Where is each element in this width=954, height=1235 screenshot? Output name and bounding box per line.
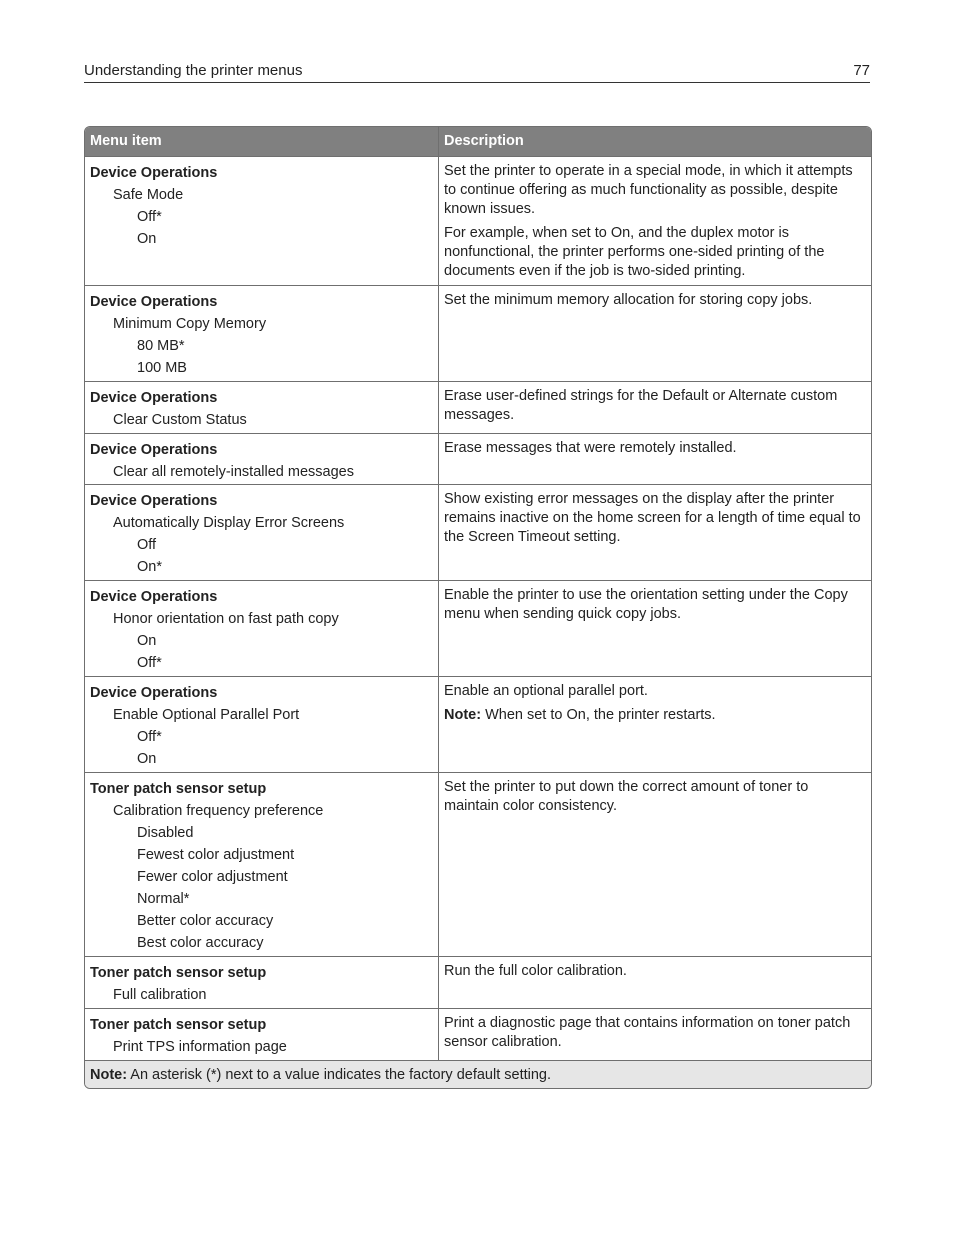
table-row	[85, 772, 871, 956]
menu-setting: Clear Custom Status	[113, 412, 247, 428]
menu-option: Fewer color adjustment	[137, 869, 288, 885]
menu-setting: Clear all remotely-installed messages	[113, 464, 354, 480]
page-header	[84, 60, 870, 83]
table-row	[85, 484, 871, 580]
menu-category: Device Operations	[90, 589, 218, 605]
menu-option: Best color accuracy	[137, 935, 264, 951]
description-cell	[439, 773, 871, 956]
menu-option: On	[137, 751, 157, 767]
menu-setting: Calibration frequency preference	[113, 803, 324, 819]
description-cell	[439, 157, 871, 285]
menu-category: Device Operations	[90, 685, 218, 701]
menu-category: Device Operations	[90, 165, 218, 181]
menu-option: On	[137, 633, 157, 649]
table-row	[85, 1008, 871, 1060]
menu-setting: Enable Optional Parallel Port	[113, 707, 300, 723]
description-text: Run the full color calibration.	[444, 963, 627, 979]
menu-option: 80 MB*	[137, 338, 185, 354]
menu-item-cell	[85, 382, 439, 433]
description-text: Enable the printer to use the orientation setting under the Copy menu when sending quick copy jobs.	[444, 587, 848, 622]
menu-item-cell	[85, 434, 439, 484]
menu-item-cell	[85, 677, 439, 772]
description-cell	[439, 1009, 871, 1060]
table-row	[85, 285, 871, 381]
page-number: 77	[853, 62, 870, 79]
menu-item-cell	[85, 286, 439, 381]
column-header-menu-item: Menu item	[85, 127, 439, 156]
description-text: Show existing error messages on the display after the printer remains inactive on the home screen for a length of time equal to the Screen Timeout setting.	[444, 491, 861, 545]
description-cell	[439, 485, 871, 580]
table-footer-note	[85, 1060, 871, 1088]
description-text: Set the minimum memory allocation for storing copy jobs.	[444, 292, 813, 308]
menu-setting: Automatically Display Error Screens	[113, 515, 345, 531]
menu-option: Off	[137, 537, 157, 553]
menu-category: Device Operations	[90, 493, 218, 509]
table-header-row	[85, 127, 871, 156]
table-row	[85, 580, 871, 676]
description-text: Set the printer to put down the correct amount of toner to maintain color consistency.	[444, 779, 809, 814]
menu-option: 100 MB	[137, 360, 187, 376]
description-cell	[439, 286, 871, 381]
footer-note-label: Note:	[90, 1067, 128, 1083]
menu-setting: Honor orientation on fast path copy	[113, 611, 339, 627]
menu-option: Off*	[137, 729, 162, 745]
menu-option: Off*	[137, 655, 162, 671]
description-cell	[439, 581, 871, 676]
menu-item-cell	[85, 1009, 439, 1060]
menu-category: Device Operations	[90, 294, 218, 310]
menu-option: On	[137, 231, 157, 247]
description-text: Print a diagnostic page that contains information on toner patch sensor calibration.	[444, 1015, 851, 1050]
menu-item-cell	[85, 957, 439, 1008]
table-row	[85, 956, 871, 1008]
menu-option: Disabled	[137, 825, 194, 841]
menu-option: On*	[137, 559, 162, 575]
description-cell	[439, 382, 871, 433]
description-text: Enable an optional parallel port.	[444, 683, 648, 699]
description-text: Erase messages that were remotely installed.	[444, 440, 737, 456]
table-row	[85, 433, 871, 484]
table-row	[85, 676, 871, 772]
note-label: Note:	[444, 707, 482, 723]
footer-note-text: An asterisk (*) next to a value indicates the factory default setting.	[127, 1067, 552, 1083]
menu-category: Toner patch sensor setup	[90, 1017, 267, 1033]
description-cell	[439, 677, 871, 772]
menu-item-cell	[85, 157, 439, 285]
menu-category: Toner patch sensor setup	[90, 781, 267, 797]
menu-setting: Full calibration	[113, 987, 207, 1003]
menu-category: Toner patch sensor setup	[90, 965, 267, 981]
menu-item-cell	[85, 773, 439, 956]
menu-option: Normal*	[137, 891, 190, 907]
table-row	[85, 381, 871, 433]
column-header-description: Description	[444, 133, 524, 149]
description-note	[444, 706, 866, 725]
table-row	[85, 156, 871, 285]
menu-option: Better color accuracy	[137, 913, 274, 929]
menu-category: Device Operations	[90, 442, 218, 458]
description-text: Set the printer to operate in a special mode, in which it attempts to continue offering as much functionality as possible, despite known issues.	[444, 163, 853, 217]
description-cell	[439, 957, 871, 1008]
menu-category: Device Operations	[90, 390, 218, 406]
table-body	[85, 156, 871, 1060]
page-header-title: Understanding the printer menus	[84, 62, 303, 79]
menu-option: Off*	[137, 209, 162, 225]
menu-option: Fewest color adjustment	[137, 847, 295, 863]
description-cell	[439, 434, 871, 484]
note-text: When set to On, the printer restarts.	[481, 707, 716, 723]
menu-setting: Safe Mode	[113, 187, 184, 203]
description-text: For example, when set to On, and the duplex motor is nonfunctional, the printer performs one-sided printing of the documents even if the job is two-sided printing.	[444, 225, 825, 279]
menu-setting: Minimum Copy Memory	[113, 316, 267, 332]
menu-setting: Print TPS information page	[113, 1039, 287, 1055]
menu-item-cell	[85, 485, 439, 580]
menu-table	[84, 126, 872, 1089]
menu-item-cell	[85, 581, 439, 676]
description-text: Erase user-defined strings for the Default or Alternate custom messages.	[444, 388, 838, 423]
